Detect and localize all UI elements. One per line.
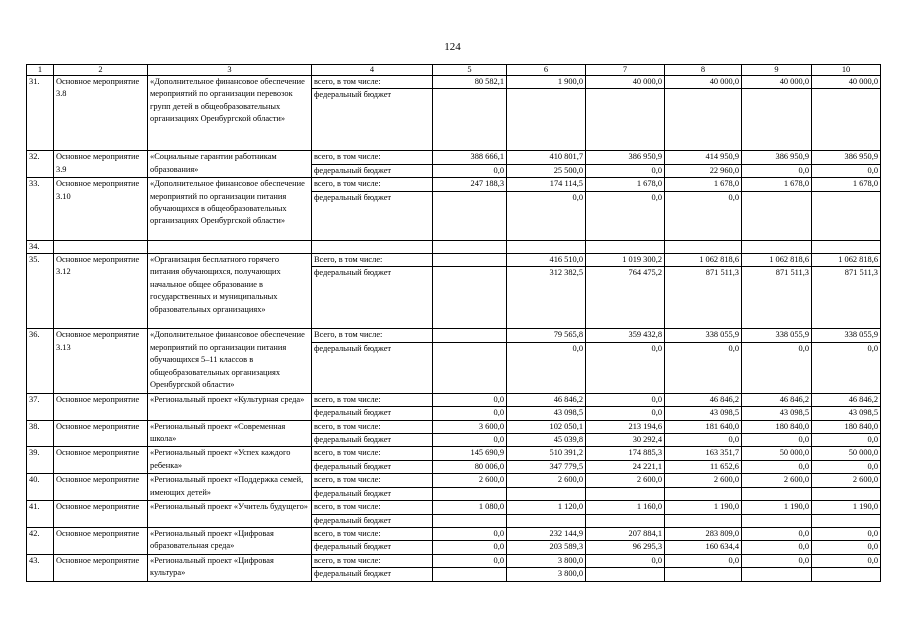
amount-cell: 207 884,1 [586,527,665,540]
table-row [27,447,881,460]
column-header: 3 [148,65,312,76]
funding-source: федеральный бюджет [312,487,433,500]
amount-cell: 2 600,0 [742,474,812,487]
table-row [27,420,881,433]
amount-cell: 80 582,1 [433,76,507,89]
funding-source: федеральный бюджет [312,460,433,473]
amount-cell [433,89,507,151]
amount-cell: 416 510,0 [507,254,586,267]
amount-cell: 40 000,0 [586,76,665,89]
amount-cell: 764 475,2 [586,267,665,329]
event-name: Основное мероприятие 3.10 [54,178,148,240]
project-name [148,240,312,253]
amount-cell: 0,0 [433,393,507,406]
funding-source: федеральный бюджет [312,164,433,177]
amount-cell: 2 600,0 [586,474,665,487]
funding-source: всего, в том числе: [312,178,433,191]
amount-cell [433,191,507,240]
amount-cell: 338 055,9 [812,329,881,342]
amount-cell: 0,0 [586,164,665,177]
amount-cell: 0,0 [812,541,881,554]
amount-cell: 871 511,3 [812,267,881,329]
amount-cell [433,514,507,527]
amount-cell: 1 120,0 [507,501,586,514]
amount-cell [812,568,881,581]
amount-cell: 46 846,2 [665,393,742,406]
amount-cell: 283 809,0 [665,527,742,540]
row-number: 38. [27,420,54,447]
amount-cell [507,240,586,253]
row-number: 40. [27,474,54,501]
amount-cell: 1 019 300,2 [586,254,665,267]
funding-source: всего, в том числе: [312,76,433,89]
amount-cell: 312 382,5 [507,267,586,329]
amount-cell [812,191,881,240]
funding-source: федеральный бюджет [312,267,433,329]
amount-cell [812,240,881,253]
amount-cell [665,487,742,500]
amount-cell: 0,0 [665,191,742,240]
row-number: 42. [27,527,54,554]
column-header: 6 [507,65,586,76]
funding-source: всего, в том числе: [312,501,433,514]
amount-cell: 180 840,0 [742,420,812,433]
table-row [27,254,881,267]
row-number: 34. [27,240,54,253]
event-name: Основное мероприятие 3.12 [54,254,148,329]
amount-cell: 0,0 [665,434,742,447]
amount-cell: 1 678,0 [586,178,665,191]
event-name: Основное мероприятие [54,501,148,528]
amount-cell: 174 885,3 [586,447,665,460]
amount-cell: 414 950,9 [665,151,742,164]
amount-cell: 43 098,5 [812,407,881,420]
amount-cell [742,89,812,151]
amount-cell [433,254,507,267]
amount-cell: 1 190,0 [665,501,742,514]
amount-cell: 50 000,0 [812,447,881,460]
amount-cell: 102 050,1 [507,420,586,433]
amount-cell: 386 950,9 [586,151,665,164]
amount-cell [507,487,586,500]
funding-source: всего, в том числе: [312,554,433,567]
amount-cell: 0,0 [433,554,507,567]
amount-cell: 0,0 [433,541,507,554]
table-row [27,240,881,253]
amount-cell: 232 144,9 [507,527,586,540]
table-row [27,501,881,514]
amount-cell: 46 846,2 [812,393,881,406]
project-name: «Региональный проект «Успех каждого ребенка» [148,447,312,474]
page-number: 124 [444,41,461,53]
amount-cell: 213 194,6 [586,420,665,433]
amount-cell [742,514,812,527]
amount-cell [665,514,742,527]
event-name: Основное мероприятие [54,554,148,581]
row-number: 36. [27,329,54,393]
amount-cell: 3 800,0 [507,554,586,567]
amount-cell: 2 600,0 [812,474,881,487]
amount-cell [433,568,507,581]
amount-cell: 2 600,0 [665,474,742,487]
table-row [27,151,881,164]
amount-cell: 0,0 [812,527,881,540]
amount-cell: 0,0 [586,191,665,240]
amount-cell: 1 678,0 [812,178,881,191]
project-name: «Региональный проект «Учитель будущего» [148,501,312,528]
amount-cell: 0,0 [812,434,881,447]
budget-table [26,64,881,582]
amount-cell: 871 511,3 [742,267,812,329]
amount-cell [586,568,665,581]
amount-cell: 203 589,3 [507,541,586,554]
column-header: 8 [665,65,742,76]
amount-cell: 1 900,0 [507,76,586,89]
project-name: «Региональный проект «Поддержка семей, имеющих детей» [148,474,312,501]
amount-cell [507,514,586,527]
amount-cell: 347 779,5 [507,460,586,473]
amount-cell [586,514,665,527]
funding-source: всего, в том числе: [312,527,433,540]
project-name: «Социальные гарантии работникам образования» [148,151,312,178]
amount-cell: 0,0 [586,407,665,420]
amount-cell: 0,0 [433,434,507,447]
amount-cell: 80 006,0 [433,460,507,473]
table-row [27,76,881,89]
amount-cell: 0,0 [812,342,881,393]
row-number: 39. [27,447,54,474]
funding-source: федеральный бюджет [312,514,433,527]
amount-cell [433,487,507,500]
amount-cell: 386 950,9 [742,151,812,164]
event-name: Основное мероприятие 3.9 [54,151,148,178]
amount-cell: 0,0 [586,342,665,393]
amount-cell: 0,0 [742,164,812,177]
amount-cell: 46 846,2 [507,393,586,406]
event-name: Основное мероприятие [54,474,148,501]
amount-cell: 0,0 [812,460,881,473]
amount-cell: 1 062 818,6 [665,254,742,267]
amount-cell: 181 640,0 [665,420,742,433]
amount-cell: 22 960,0 [665,164,742,177]
amount-cell [812,514,881,527]
amount-cell: 1 160,0 [586,501,665,514]
amount-cell [433,267,507,329]
row-number: 37. [27,393,54,420]
amount-cell: 0,0 [742,554,812,567]
amount-cell: 0,0 [812,554,881,567]
amount-cell [433,240,507,253]
header-row [27,65,881,76]
amount-cell: 0,0 [586,393,665,406]
amount-cell: 0,0 [586,554,665,567]
amount-cell: 1 062 818,6 [742,254,812,267]
table-row [27,393,881,406]
funding-source: федеральный бюджет [312,342,433,393]
row-number: 32. [27,151,54,178]
amount-cell: 180 840,0 [812,420,881,433]
project-name: «Региональный проект «Современная школа» [148,420,312,447]
amount-cell: 96 295,3 [586,541,665,554]
amount-cell: 359 432,8 [586,329,665,342]
amount-cell: 871 511,3 [665,267,742,329]
amount-cell: 24 221,1 [586,460,665,473]
project-name: «Региональный проект «Культурная среда» [148,393,312,420]
amount-cell: 1 080,0 [433,501,507,514]
funding-source: всего, в том числе: [312,474,433,487]
column-header: 4 [312,65,433,76]
event-name: Основное мероприятие [54,393,148,420]
amount-cell: 510 391,2 [507,447,586,460]
column-header: 1 [27,65,54,76]
column-header: 9 [742,65,812,76]
column-header: 2 [54,65,148,76]
event-name [54,240,148,253]
table-row [27,178,881,191]
project-name: «Дополнительное финансовое обеспечение мероприятий по организации питания обучающихся 5–11 классов в общеобразовательных организациях Оренбургской области» [148,329,312,393]
amount-cell: 386 950,9 [812,151,881,164]
table-row [27,554,881,567]
funding-source: федеральный бюджет [312,434,433,447]
amount-cell [586,240,665,253]
amount-cell: 79 565,8 [507,329,586,342]
funding-source: федеральный бюджет [312,191,433,240]
amount-cell: 1 678,0 [742,178,812,191]
amount-cell: 0,0 [742,541,812,554]
amount-cell: 0,0 [742,434,812,447]
funding-source: федеральный бюджет [312,89,433,151]
amount-cell: 43 098,5 [665,407,742,420]
amount-cell: 0,0 [742,342,812,393]
funding-source: Всего, в том числе: [312,329,433,342]
funding-source: всего, в том числе: [312,151,433,164]
amount-cell: 50 000,0 [742,447,812,460]
amount-cell: 145 690,9 [433,447,507,460]
amount-cell: 3 800,0 [507,568,586,581]
amount-cell: 338 055,9 [665,329,742,342]
funding-source: всего, в том числе: [312,393,433,406]
event-name: Основное мероприятие [54,527,148,554]
funding-source: федеральный бюджет [312,568,433,581]
amount-cell: 0,0 [507,191,586,240]
amount-cell: 0,0 [433,407,507,420]
amount-cell: 163 351,7 [665,447,742,460]
amount-cell: 46 846,2 [742,393,812,406]
amount-cell: 410 801,7 [507,151,586,164]
row-number: 35. [27,254,54,329]
column-header: 10 [812,65,881,76]
amount-cell: 2 600,0 [507,474,586,487]
amount-cell: 1 190,0 [812,501,881,514]
table-row [27,474,881,487]
amount-cell: 40 000,0 [742,76,812,89]
amount-cell [665,568,742,581]
row-number: 41. [27,501,54,528]
amount-cell: 0,0 [433,527,507,540]
amount-cell [812,89,881,151]
amount-cell [433,329,507,342]
amount-cell: 174 114,5 [507,178,586,191]
funding-source: федеральный бюджет [312,407,433,420]
amount-cell: 1 062 818,6 [812,254,881,267]
table-row [27,329,881,342]
amount-cell [742,240,812,253]
project-name: «Региональный проект «Цифровая культура» [148,554,312,581]
amount-cell [433,342,507,393]
amount-cell: 388 666,1 [433,151,507,164]
amount-cell: 0,0 [665,342,742,393]
amount-cell [742,487,812,500]
amount-cell [665,240,742,253]
amount-cell: 0,0 [665,554,742,567]
amount-cell: 0,0 [812,164,881,177]
amount-cell: 25 500,0 [507,164,586,177]
amount-cell [812,487,881,500]
amount-cell [507,89,586,151]
amount-cell: 43 098,5 [507,407,586,420]
amount-cell [586,487,665,500]
row-number: 43. [27,554,54,581]
amount-cell: 45 039,8 [507,434,586,447]
column-header: 5 [433,65,507,76]
amount-cell: 1 190,0 [742,501,812,514]
funding-source: федеральный бюджет [312,541,433,554]
amount-cell: 1 678,0 [665,178,742,191]
funding-source [312,240,433,253]
amount-cell [742,568,812,581]
table-row [27,527,881,540]
project-name: «Региональный проект «Цифровая образовательная среда» [148,527,312,554]
amount-cell: 43 098,5 [742,407,812,420]
amount-cell: 11 652,6 [665,460,742,473]
amount-cell [742,191,812,240]
amount-cell: 160 634,4 [665,541,742,554]
amount-cell: 3 600,0 [433,420,507,433]
amount-cell [665,89,742,151]
project-name: «Дополнительное финансовое обеспечение мероприятий по организации перевозок групп детей в общеобразовательных организациях Оренбургской области» [148,76,312,151]
amount-cell: 2 600,0 [433,474,507,487]
project-name: «Дополнительное финансовое обеспечение мероприятий по организации питания обучающихся в общеобразовательных организациях Оренбургской области» [148,178,312,240]
amount-cell: 40 000,0 [812,76,881,89]
event-name: Основное мероприятие 3.13 [54,329,148,393]
amount-cell: 0,0 [742,460,812,473]
event-name: Основное мероприятие [54,447,148,474]
row-number: 31. [27,76,54,151]
amount-cell: 0,0 [433,164,507,177]
amount-cell: 30 292,4 [586,434,665,447]
funding-source: всего, в том числе: [312,447,433,460]
amount-cell: 40 000,0 [665,76,742,89]
funding-source: всего, в том числе: [312,420,433,433]
amount-cell: 0,0 [507,342,586,393]
funding-source: Всего, в том числе: [312,254,433,267]
amount-cell: 338 055,9 [742,329,812,342]
event-name: Основное мероприятие [54,420,148,447]
amount-cell: 247 188,3 [433,178,507,191]
amount-cell [586,89,665,151]
project-name: «Организация бесплатного горячего питания обучающихся, получающих начальное общее образование в государственных и муниципальных образовательных организациях» [148,254,312,329]
row-number: 33. [27,178,54,240]
event-name: Основное мероприятие 3.8 [54,76,148,151]
amount-cell: 0,0 [742,527,812,540]
column-header: 7 [586,65,665,76]
